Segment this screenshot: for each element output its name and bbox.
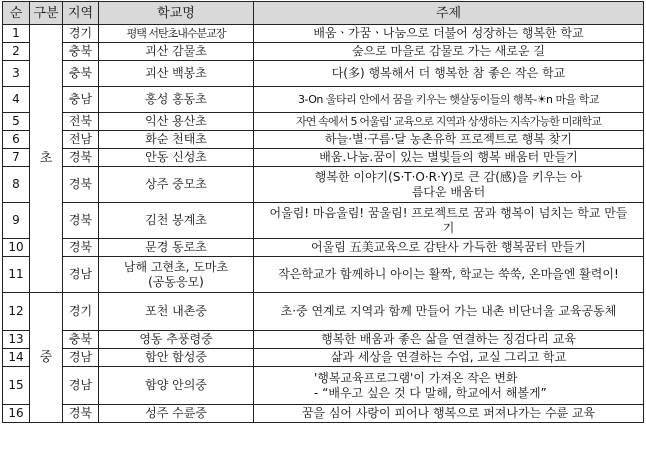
table-row [3, 167, 644, 203]
table-row [3, 149, 644, 167]
row-subject: 하늘·별·구름·달 농촌유학 프로젝트로 행복 찾기 [254, 131, 644, 149]
row-num: 2 [3, 43, 30, 61]
table-row [3, 113, 644, 131]
row-num: 3 [3, 61, 30, 87]
row-subject: 배움ㆍ가꿈ㆍ나눔으로 더불어 성장하는 행복한 학교 [254, 25, 644, 43]
row-subject: 어울림 五美교육으로 감탄사 가득한 행복꿈터 만들기 [254, 239, 644, 257]
row-school: 괴산 감물초 [99, 43, 254, 61]
row-num: 12 [3, 293, 30, 331]
table-row [3, 405, 644, 423]
row-school: 괴산 백봉초 [99, 61, 254, 87]
table-row [3, 203, 644, 239]
row-region: 경북 [63, 203, 99, 239]
row-subject: 어울림! 마음울림! 꿈울림! 프로젝트로 꿈과 행복이 넘치는 학교 만들기 [254, 203, 644, 239]
row-subject: 다(多) 행복해서 더 행복한 참 좋은 작은 학교 [254, 61, 644, 87]
table-row [3, 239, 644, 257]
row-school: 상주 중모초 [99, 167, 254, 203]
row-school: 홍성 홍동초 [99, 87, 254, 113]
row-num: 11 [3, 257, 30, 293]
row-school: 화순 천태초 [99, 131, 254, 149]
row-subject-line: '행복교육프로그램'이 가져온 작은 변화 [314, 370, 518, 385]
row-region: 경북 [63, 167, 99, 203]
table-row [3, 61, 644, 87]
row-school: 함양 안의중 [99, 367, 254, 405]
row-subject: 자연 속에서 5 어울림' 교육으로 지역과 상생하는 지속가능한 미래학교 [254, 113, 644, 131]
header-school: 학교명 [99, 2, 254, 25]
row-region: 경북 [63, 149, 99, 167]
row-region: 경남 [63, 367, 99, 405]
row-region: 충북 [63, 331, 99, 349]
row-num: 8 [3, 167, 30, 203]
row-school: 함안 함성중 [99, 349, 254, 367]
school-table-container [2, 1, 643, 423]
row-num: 1 [3, 25, 30, 43]
row-num: 13 [3, 331, 30, 349]
row-region: 경북 [63, 405, 99, 423]
row-num: 10 [3, 239, 30, 257]
row-num: 7 [3, 149, 30, 167]
table-row [3, 257, 644, 293]
row-school: 영동 추풍령중 [99, 331, 254, 349]
row-region: 충북 [63, 43, 99, 61]
category-middle: 중 [30, 293, 63, 423]
row-region: 경남 [63, 257, 99, 293]
row-school: 포천 내촌중 [99, 293, 254, 331]
row-region: 충남 [63, 87, 99, 113]
header-subject: 주제 [254, 2, 644, 25]
row-region: 전북 [63, 113, 99, 131]
row-subject: 행복한 배움과 좋은 삶을 연결하는 징검다리 교육 [254, 331, 644, 349]
table-row [3, 293, 644, 331]
row-school: 평택 서탄초내수분교장 [99, 25, 254, 43]
row-num: 14 [3, 349, 30, 367]
row-region: 경남 [63, 349, 99, 367]
row-school: 익산 용산초 [99, 113, 254, 131]
row-subject: 숲으로 마을로 감물로 가는 새로운 길 [254, 43, 644, 61]
table-row [3, 349, 644, 367]
header-num: 순 [3, 2, 30, 25]
header-row [3, 2, 644, 25]
row-num: 9 [3, 203, 30, 239]
row-school: 문경 동로초 [99, 239, 254, 257]
row-num: 5 [3, 113, 30, 131]
row-region: 경기 [63, 25, 99, 43]
table-row [3, 87, 644, 113]
table-row [3, 25, 644, 43]
row-subject-line: - “배우고 싶은 것 다 말해, 학교에서 해볼게” [314, 385, 547, 400]
school-program-table [2, 1, 644, 423]
table-row [3, 331, 644, 349]
row-subject: 배움.나눔.꿈이 있는 별빛들의 행복 배움터 만들기 [254, 149, 644, 167]
row-region: 전남 [63, 131, 99, 149]
row-school: 안동 신성초 [99, 149, 254, 167]
row-school: 성주 수륜중 [99, 405, 254, 423]
row-subject: 행복한 이야기(S·T·O·R·Y)로 큰 감(感)을 키우는 아름다운 배움터 [254, 167, 644, 203]
header-category: 구분 [30, 2, 63, 25]
table-row [3, 131, 644, 149]
row-region: 경북 [63, 239, 99, 257]
table-row [3, 367, 644, 405]
row-school: 김천 봉계초 [99, 203, 254, 239]
row-num: 16 [3, 405, 30, 423]
row-num: 4 [3, 87, 30, 113]
category-elementary: 초 [30, 25, 63, 293]
row-region: 경기 [63, 293, 99, 331]
row-subject [254, 367, 644, 405]
row-subject: 삶과 세상을 연결하는 수업, 교실 그리고 학교 [254, 349, 644, 367]
table-row [3, 43, 644, 61]
row-num: 6 [3, 131, 30, 149]
row-subject: 초·중 연계로 지역과 함께 만들어 가는 내촌 비단너울 교육공동체 [254, 293, 644, 331]
row-subject: 3-On 울타리 안에서 꿈을 키우는 햇살둥이들의 행복-☀n 마을 학교 [254, 87, 644, 113]
row-subject: 꿈을 심어 사랑이 피어나 행복으로 퍼져나가는 수륜 교육 [254, 405, 644, 423]
header-region: 지역 [63, 2, 99, 25]
row-subject: 작은학교가 함께하니 아이는 활짝, 학교는 쑥쑥, 온마을엔 활력이! [254, 257, 644, 293]
row-region: 충북 [63, 61, 99, 87]
row-school: 남해 고현초, 도마초 (공동응모) [99, 257, 254, 293]
row-num: 15 [3, 367, 30, 405]
